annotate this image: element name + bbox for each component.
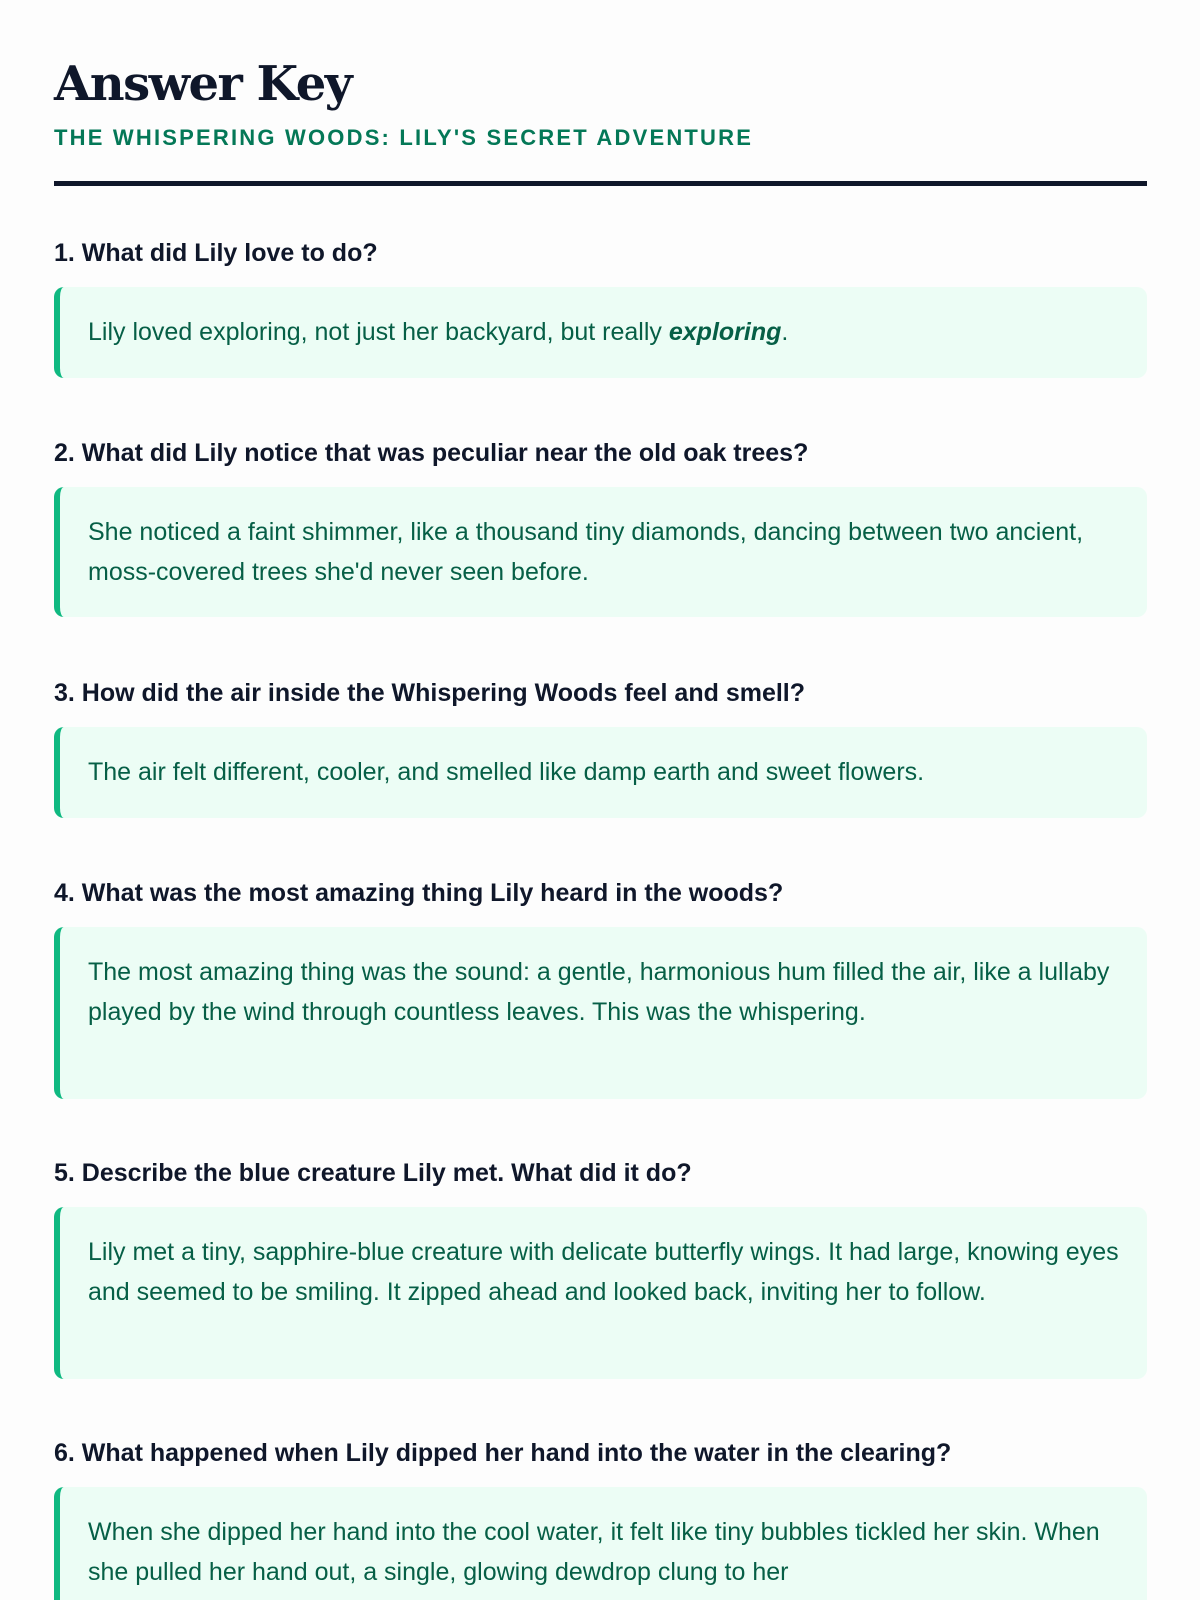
question-2: 2. What did Lily notice that was peculiar near the old oak trees? bbox=[54, 439, 809, 467]
answer-2 bbox=[54, 487, 1147, 617]
answer-4-text: The most amazing thing was the sound: a gentle, harmonious hum filled the air, like a lullaby played by the wind through countless leaves. This was the whispering. bbox=[88, 958, 1110, 1026]
qa-item-6 bbox=[54, 1437, 1147, 1600]
page-title: Answer Key bbox=[54, 56, 352, 112]
question-6: 6. What happened when Lily dipped her hand into the water in the clearing? bbox=[54, 1439, 952, 1467]
answer-3 bbox=[54, 727, 1147, 818]
page-subtitle: THE WHISPERING WOODS: LILY'S SECRET ADVENTURE bbox=[54, 125, 754, 150]
qa-item-4 bbox=[54, 877, 1147, 1099]
question-3: 3. How did the air inside the Whispering Woods feel and smell? bbox=[54, 679, 806, 707]
answer-1-text-end: . bbox=[781, 318, 789, 346]
qa-item-3 bbox=[54, 677, 1147, 818]
answer-1-text bbox=[88, 312, 1121, 352]
answer-1 bbox=[54, 287, 1147, 378]
answer-1-emphasis: exploring bbox=[668, 318, 782, 346]
answer-1-text-start: Lily loved exploring, not just her backyard, but really bbox=[88, 318, 669, 346]
answer-6 bbox=[54, 1487, 1147, 1600]
answer-5 bbox=[54, 1207, 1147, 1379]
question-4: 4. What was the most amazing thing Lily heard in the woods? bbox=[54, 879, 784, 907]
question-1: 1. What did Lily love to do? bbox=[54, 239, 378, 267]
qa-item-1 bbox=[54, 237, 1147, 378]
question-5: 5. Describe the blue creature Lily met. What did it do? bbox=[54, 1159, 692, 1187]
answer-3-text: The air felt different, cooler, and smelled like damp earth and sweet flowers. bbox=[88, 758, 925, 786]
qa-item-2 bbox=[54, 437, 1147, 617]
answer-4 bbox=[54, 927, 1147, 1099]
qa-item-5 bbox=[54, 1157, 1147, 1379]
header-divider bbox=[54, 181, 1147, 186]
answer-2-text: She noticed a faint shimmer, like a thousand tiny diamonds, dancing between two ancient, moss-covered trees she'd never seen before. bbox=[88, 518, 1084, 586]
answer-6-text: When she dipped her hand into the cool water, it felt like tiny bubbles tickled her skin. When she pulled her hand out, a single, glowing dewdrop clung to her bbox=[88, 1518, 1100, 1586]
answer-5-text: Lily met a tiny, sapphire-blue creature with delicate butterfly wings. It had large, knowing eyes and seemed to be smiling. It zipped ahead and looked back, inviting her to follow. bbox=[88, 1238, 1119, 1306]
